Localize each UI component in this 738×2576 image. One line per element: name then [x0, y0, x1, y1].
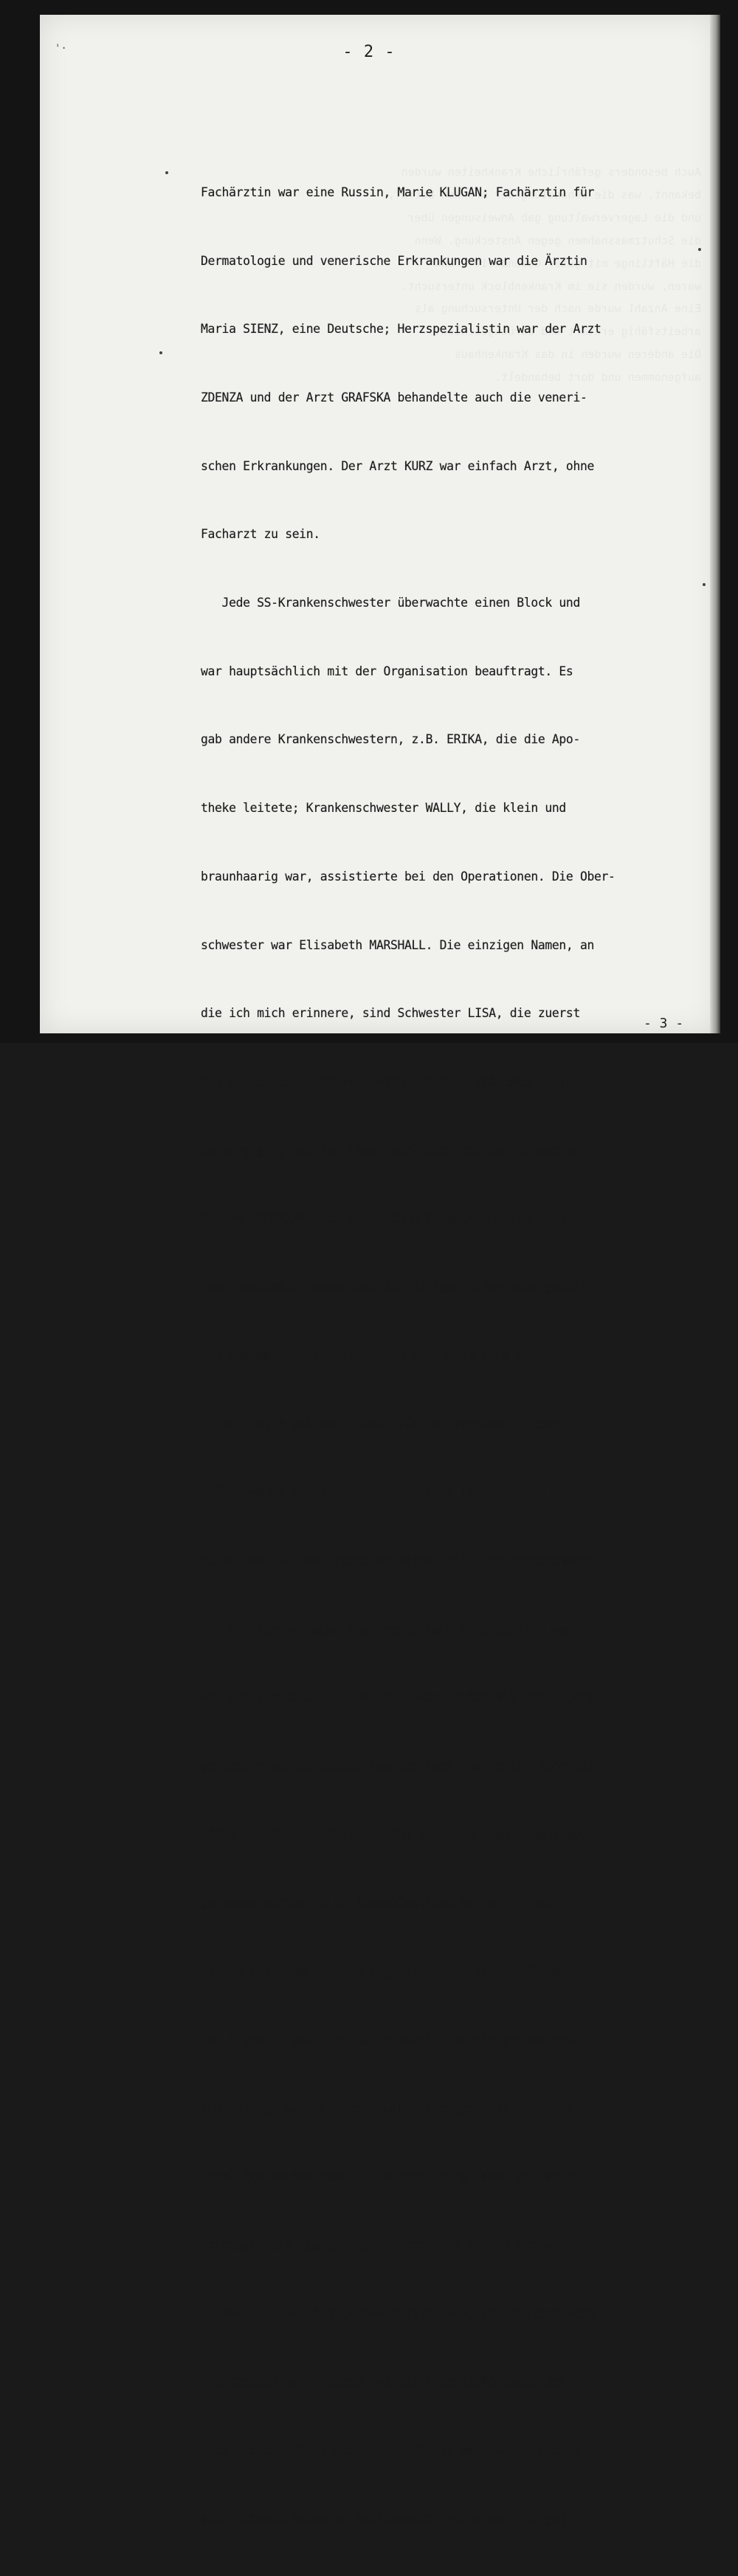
- header-mark: '·: [55, 43, 67, 55]
- page-number: - 2 -: [342, 43, 396, 61]
- text-line: unter Quarantäne gestellt wurden, hing davon ab, wo sie: [201, 2169, 587, 2184]
- text-line: herkamen; die Quarantäne dauerte 1, 2 oder 3 Wochen.: [201, 2237, 566, 2252]
- text-line: Internierten festzustellen. Zunächst war im Lager eine: [201, 2443, 580, 2458]
- text-line: die ansteckenden Erkrankungen pflegte, daß nach Neubran-: [201, 1074, 595, 1089]
- text-line: det und machten die Visite in der Halle beim Revier durch: [201, 1348, 601, 1363]
- next-page-marker: - 3 -: [644, 1016, 684, 1031]
- text-line: theke leitete; Krankenschwester WALLY, die klein und: [201, 801, 566, 816]
- text-line: ausreichende Menge an Medikamenten vorhanden. Es gab: [201, 2511, 566, 2526]
- text-line: schen Erkrankungen. Der Arzt KURZ war einfach Arzt, ohne: [201, 458, 595, 473]
- text-line: denburg ging und ins Lager zurückkehrte, und Schwester: [201, 1143, 580, 1157]
- text-line: ankömmlinge wurden unter Quarantäne gestellt. Ob sie: [201, 2101, 573, 2115]
- text-line: gab andere Krankenschwestern, z.B. ERIKA, die die Apo-: [201, 732, 580, 747]
- text-line: war hauptsächlich mit der Organisation beauftragt. Es: [201, 664, 573, 678]
- text-line: genommen werden. Alle Neuankömmlinge wurden von mir: [201, 1895, 559, 1910]
- text-line: Dermatologie und venerische Erkrankungen war die Ärztin: [201, 253, 587, 268]
- text-line: gefordert wurde. Jedoch konnten nach dem Herbst 1944 die: [201, 1758, 595, 1773]
- body-text: [201, 136, 710, 2576]
- text-line: Fälle von Unterernährung nicht mehr ins Krankenhaus auf-: [201, 1827, 595, 1842]
- text-line: Helene BACHMANN. Die weiblichen Gefangenen, die sich: [201, 1211, 566, 1226]
- text-line: Fachärztin war eine Russin, Marie KLUGAN; Fachärztin für: [201, 185, 595, 199]
- text-line: selbst oder dem anderen Lagerarzt untersucht. Sie mach-: [201, 1964, 587, 1979]
- text-line: die ich mich erinnere, sind Schwester LISA, die zuerst: [201, 1006, 580, 1021]
- text-line: ZDENZA und der Arzt GRAFSKA behandelte auch die veneri-: [201, 390, 587, 404]
- text-line: braunhaarig war, assistierte bei den Operationen. Die Ober-: [201, 869, 615, 884]
- text-line: Facharzt zu sein.: [201, 527, 320, 542]
- margin-dot: [159, 351, 162, 354]
- text-line: schen 200 und 300 Kranke da waren. Die Krankheitsschwere,: [201, 1553, 601, 1568]
- text-line: war die gleiche, die bei Zivilisten außerhalb des Lagers: [201, 1690, 595, 1705]
- text-line: schwester war Elisabeth MARSHALL. Die einzigen Namen, an: [201, 937, 595, 952]
- text-line: Plätze waren nicht ausreichend, weil jeden Morgen zwi-: [201, 1485, 580, 1500]
- text-line: Krankheiten zu erkennen und die Arbeitsfähigkeit der: [201, 2374, 566, 2389]
- text-line: Maria SIENZ, eine Deutsche; Herzspezialistin war der Arzt: [201, 322, 601, 337]
- margin-dot: [165, 171, 168, 174]
- text-line: Zweck dieser ärztlichen Visiten war, die ansteckenden: [201, 2306, 595, 2321]
- text-line: Jede SS-Krankenschwester überwachte einen Block und: [201, 596, 580, 610]
- text-line: die für die Aufnahme ins Krankenhaus erforderlich war,: [201, 1622, 580, 1636]
- paper-edge: [710, 15, 720, 1033]
- text-line: ten 1 oder 2 mal die Visite durch, und einige der Neu-: [201, 2032, 580, 2047]
- text-line: In der Halle gab es 2 Bänke für 100 Personen. Diese: [201, 1416, 559, 1431]
- text-line: krank meldeten, waren wie die übrigen Gefangenen geklei-: [201, 1280, 595, 1295]
